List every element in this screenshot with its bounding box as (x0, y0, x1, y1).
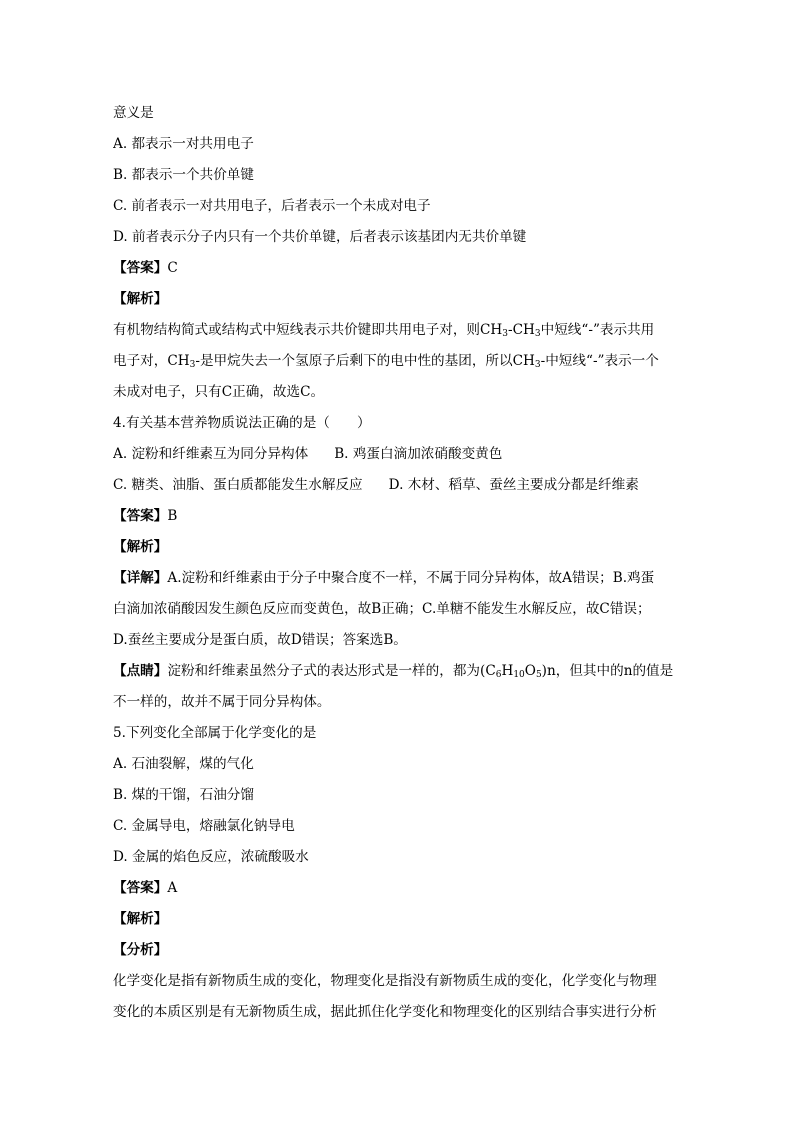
q5-fenxi-line-2: 变化的本质区别是有无新物质生成，据此抓住化学变化和物理变化的区别结合事实进行分析 (113, 1004, 657, 1020)
subscript: 3 (534, 360, 541, 370)
subscript: 3 (189, 360, 196, 370)
answer-value: C (167, 260, 178, 276)
point-label: 【点睛】 (113, 663, 168, 679)
q4-options-row-1 (113, 444, 683, 464)
detail-label: 【详解】 (113, 570, 168, 586)
q4-stem: 4.有关基本营养物质说法正确的是（ ） (113, 415, 371, 431)
q5-fenxi-label: 【分析】 (113, 942, 168, 958)
q4-detail-line-1 (113, 568, 683, 588)
subscript: 6 (495, 670, 502, 680)
text-run: )n，但其中的n的值是 (541, 663, 674, 679)
q5-answer (113, 878, 683, 898)
text-run: H (501, 663, 514, 679)
subscript: 10 (513, 670, 525, 680)
q4-option-a: A. 淀粉和纤维素互为同分异构体 (113, 446, 309, 462)
q3-stem-tail: 意义是 (113, 105, 154, 121)
answer-label: 【答案】 (113, 260, 168, 276)
text-run: A.淀粉和纤维素由于分子中聚合度不一样，不属于同分异构体，故A错误；B.鸡蛋 (167, 570, 655, 586)
q4-option-c: C. 糖类、油脂、蛋白质都能发生水解反应 (113, 477, 363, 493)
q3-option-c: C. 前者表示一对共用电子，后者表示一个未成对电子 (113, 198, 431, 214)
text-run: O (524, 663, 536, 679)
q4-option-d: D. 木材、稻草、蚕丝主要成分都是纤维素 (388, 477, 639, 493)
q3-analysis-line-2 (113, 351, 683, 371)
q4-detail-line-3: D.蚕丝主要成分是蛋白质，故D错误；答案选B。 (113, 632, 407, 648)
q5-option-a: A. 石油裂解，煤的气化 (113, 756, 254, 772)
text-run: 淀粉和纤维素虽然分子式的表达形式是一样的，都为(C (167, 663, 496, 679)
text-run: -是甲烷失去一个氢原子后剩下的电中性的基团，所以CH (195, 353, 535, 369)
subscript: 3 (502, 329, 509, 339)
q5-option-b: B. 煤的干馏，石油分馏 (113, 787, 254, 803)
q5-option-d: D. 金属的焰色反应，浓硫酸吸水 (113, 849, 309, 865)
q3-option-a: A. 都表示一对共用电子 (113, 136, 254, 152)
q5-option-c: C. 金属导电，熔融氯化钠导电 (113, 818, 295, 834)
answer-label: 【答案】 (113, 508, 168, 524)
q4-option-b: B. 鸡蛋白滴加浓硝酸变黄色 (334, 446, 503, 462)
q4-detail-line-2: 白滴加浓硝酸因发生颜色反应而变黄色，故B正确；C.单糖不能发生水解反应，故C错误； (113, 601, 651, 617)
q3-option-d: D. 前者表示分子内只有一个共价单键，后者表示该基团内无共价单键 (113, 229, 527, 245)
subscript: 3 (534, 329, 541, 339)
q4-point-line-1 (113, 661, 683, 681)
q5-analysis-label: 【解析】 (113, 911, 168, 927)
q3-answer (113, 258, 683, 278)
q5-stem: 5.下列变化全部属于化学变化的是 (113, 725, 317, 741)
text-run: -CH (508, 322, 535, 338)
q3-analysis-line-1 (113, 320, 683, 340)
text-run: 有机物结构简式或结构式中短线表示共价键即共用电子对，则CH (113, 322, 503, 338)
q4-analysis-label: 【解析】 (113, 539, 168, 555)
q3-option-b: B. 都表示一个共价单键 (113, 167, 254, 183)
text-run: 电子对，CH (113, 353, 190, 369)
answer-value: A (167, 880, 178, 896)
q3-analysis-label: 【解析】 (113, 291, 168, 307)
subscript: 5 (535, 670, 542, 680)
answer-value: B (167, 508, 178, 524)
q4-options-row-2 (113, 475, 683, 495)
text-run: 中短线“-”表示共用 (540, 322, 655, 338)
q4-answer (113, 506, 683, 526)
q3-analysis-line-3: 未成对电子，只有C正确，故选C。 (113, 384, 325, 400)
q4-point-line-2: 不一样的，故并不属于同分异构体。 (113, 694, 331, 710)
text-run: -中短线“-”表示一个 (540, 353, 659, 369)
q5-fenxi-line-1: 化学变化是指有新物质生成的变化，物理变化是指没有新物质生成的变化，化学变化与物理 (113, 973, 657, 989)
answer-label: 【答案】 (113, 880, 168, 896)
